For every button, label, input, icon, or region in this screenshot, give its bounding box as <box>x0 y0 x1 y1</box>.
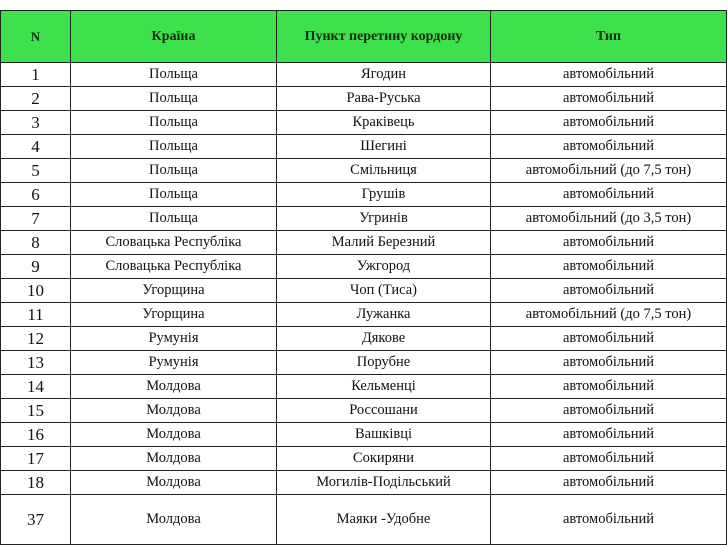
row-type: автомобільний (до 3,5 тон) <box>491 207 727 231</box>
table-row <box>1 471 727 495</box>
row-country: Польща <box>71 63 277 87</box>
row-number: 16 <box>1 423 71 447</box>
table-body <box>1 63 727 545</box>
table-row <box>1 447 727 471</box>
row-type: автомобільний <box>491 495 727 545</box>
row-type: автомобільний <box>491 231 727 255</box>
table-header-row <box>1 11 727 63</box>
row-number: 8 <box>1 231 71 255</box>
row-number: 14 <box>1 375 71 399</box>
row-country: Молдова <box>71 375 277 399</box>
header-crossing-point: Пункт перетину кордону <box>277 11 491 63</box>
row-number: 17 <box>1 447 71 471</box>
row-crossing-point: Дякове <box>277 327 491 351</box>
row-number: 1 <box>1 63 71 87</box>
row-country: Словацька Республіка <box>71 231 277 255</box>
row-country: Молдова <box>71 447 277 471</box>
table-row <box>1 63 727 87</box>
header-country: Країна <box>71 11 277 63</box>
row-number: 10 <box>1 279 71 303</box>
row-crossing-point: Грушів <box>277 183 491 207</box>
table-row <box>1 351 727 375</box>
row-type: автомобільний <box>491 351 727 375</box>
row-number: 15 <box>1 399 71 423</box>
header-type: Тип <box>491 11 727 63</box>
table-row <box>1 159 727 183</box>
border-crossings-table <box>0 10 727 545</box>
table-row <box>1 111 727 135</box>
row-crossing-point: Вашківці <box>277 423 491 447</box>
row-type: автомобільний <box>491 423 727 447</box>
row-type: автомобільний (до 7,5 тон) <box>491 159 727 183</box>
row-country: Молдова <box>71 399 277 423</box>
row-country: Польща <box>71 159 277 183</box>
row-number: 7 <box>1 207 71 231</box>
row-country: Словацька Республіка <box>71 255 277 279</box>
row-type: автомобільний <box>491 63 727 87</box>
row-number: 2 <box>1 87 71 111</box>
table-row <box>1 303 727 327</box>
row-crossing-point: Россошани <box>277 399 491 423</box>
row-crossing-point: Шегині <box>277 135 491 159</box>
row-country: Угорщина <box>71 279 277 303</box>
row-crossing-point: Лужанка <box>277 303 491 327</box>
table-row <box>1 183 727 207</box>
row-number: 5 <box>1 159 71 183</box>
table-row <box>1 375 727 399</box>
row-country: Польща <box>71 135 277 159</box>
row-country: Польща <box>71 207 277 231</box>
row-country: Молдова <box>71 495 277 545</box>
row-number: 12 <box>1 327 71 351</box>
row-number: 4 <box>1 135 71 159</box>
table-row <box>1 255 727 279</box>
row-number: 37 <box>1 495 71 545</box>
row-country: Румунія <box>71 327 277 351</box>
row-type: автомобільний <box>491 87 727 111</box>
row-country: Польща <box>71 183 277 207</box>
table-row <box>1 207 727 231</box>
row-number: 9 <box>1 255 71 279</box>
row-crossing-point: Смільниця <box>277 159 491 183</box>
row-crossing-point: Сокиряни <box>277 447 491 471</box>
row-crossing-point: Угринів <box>277 207 491 231</box>
row-number: 3 <box>1 111 71 135</box>
table-row <box>1 279 727 303</box>
row-country: Молдова <box>71 423 277 447</box>
row-country: Польща <box>71 111 277 135</box>
row-crossing-point: Порубне <box>277 351 491 375</box>
row-number: 18 <box>1 471 71 495</box>
row-crossing-point: Чоп (Тиса) <box>277 279 491 303</box>
row-country: Молдова <box>71 471 277 495</box>
table-row <box>1 327 727 351</box>
row-type: автомобільний <box>491 255 727 279</box>
row-type: автомобільний <box>491 471 727 495</box>
table-row <box>1 135 727 159</box>
row-crossing-point: Малий Березний <box>277 231 491 255</box>
row-type: автомобільний (до 7,5 тон) <box>491 303 727 327</box>
row-number: 13 <box>1 351 71 375</box>
row-crossing-point: Ужгород <box>277 255 491 279</box>
table-row <box>1 231 727 255</box>
row-number: 6 <box>1 183 71 207</box>
row-crossing-point: Маяки -Удобне <box>277 495 491 545</box>
row-type: автомобільний <box>491 327 727 351</box>
row-type: автомобільний <box>491 135 727 159</box>
row-crossing-point: Краківець <box>277 111 491 135</box>
row-crossing-point: Могилів-Подільський <box>277 471 491 495</box>
table-row <box>1 87 727 111</box>
row-type: автомобільний <box>491 399 727 423</box>
table-row <box>1 495 727 545</box>
row-crossing-point: Ягодин <box>277 63 491 87</box>
row-type: автомобільний <box>491 279 727 303</box>
row-type: автомобільний <box>491 183 727 207</box>
header-number: N <box>1 11 71 63</box>
row-crossing-point: Кельменці <box>277 375 491 399</box>
row-country: Румунія <box>71 351 277 375</box>
row-country: Угорщина <box>71 303 277 327</box>
row-number: 11 <box>1 303 71 327</box>
table-row <box>1 423 727 447</box>
table-row <box>1 399 727 423</box>
row-type: автомобільний <box>491 447 727 471</box>
row-type: автомобільний <box>491 375 727 399</box>
row-crossing-point: Рава-Руська <box>277 87 491 111</box>
row-type: автомобільний <box>491 111 727 135</box>
row-country: Польща <box>71 87 277 111</box>
